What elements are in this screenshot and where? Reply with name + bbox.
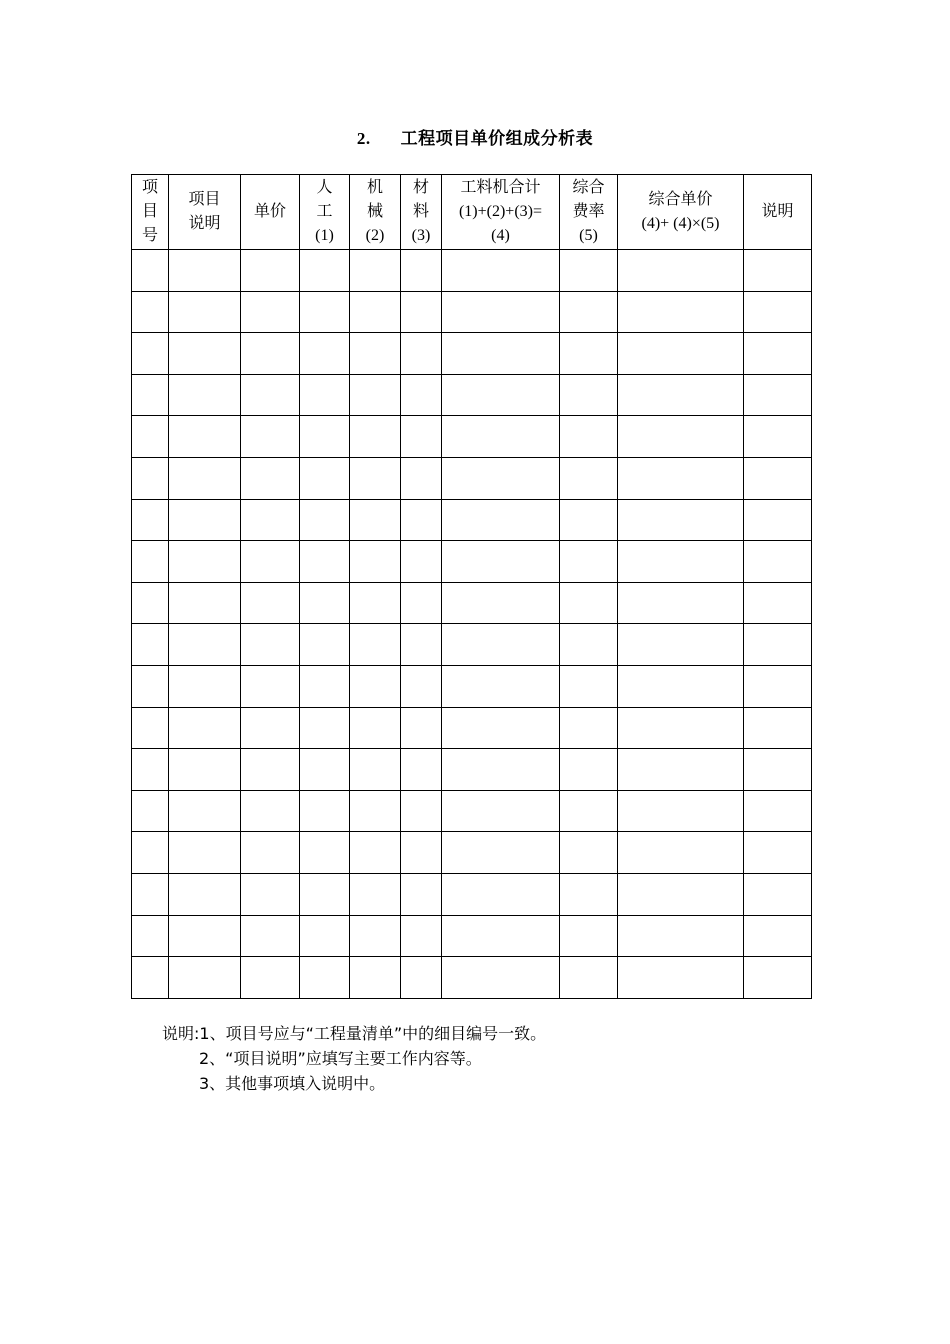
table-cell <box>401 624 442 666</box>
table-cell <box>350 832 401 874</box>
table-cell <box>169 374 241 416</box>
table-cell <box>560 250 618 292</box>
table-cell <box>241 915 300 957</box>
table-cell <box>350 582 401 624</box>
table-cell <box>350 665 401 707</box>
notes-section <box>162 1021 546 1096</box>
table-cell <box>169 873 241 915</box>
table-cell <box>401 457 442 499</box>
table-cell <box>744 499 812 541</box>
table-row <box>132 749 812 791</box>
table-cell <box>618 832 744 874</box>
table-cell <box>241 333 300 375</box>
table-cell <box>241 957 300 999</box>
table-cell <box>132 749 169 791</box>
table-cell <box>401 541 442 583</box>
table-row <box>132 499 812 541</box>
table-cell <box>560 499 618 541</box>
table-cell <box>401 832 442 874</box>
table-cell <box>618 457 744 499</box>
table-cell <box>618 374 744 416</box>
table-cell <box>442 582 560 624</box>
table-cell <box>300 790 350 832</box>
table-cell <box>442 915 560 957</box>
header-item-description: 项目 说明 <box>169 175 241 250</box>
table-cell <box>300 582 350 624</box>
table-cell <box>560 790 618 832</box>
table-cell <box>618 291 744 333</box>
table-cell <box>241 499 300 541</box>
table-cell <box>241 250 300 292</box>
table-cell <box>401 707 442 749</box>
table-cell <box>560 582 618 624</box>
table-cell <box>618 665 744 707</box>
table-cell <box>132 707 169 749</box>
table-cell <box>618 416 744 458</box>
table-cell <box>132 416 169 458</box>
table-cell <box>744 707 812 749</box>
table-row <box>132 957 812 999</box>
table-cell <box>169 790 241 832</box>
table-cell <box>132 624 169 666</box>
table-cell <box>300 624 350 666</box>
table-cell <box>300 457 350 499</box>
table-cell <box>169 250 241 292</box>
table-cell <box>442 416 560 458</box>
table-cell <box>241 790 300 832</box>
table-cell <box>618 582 744 624</box>
table-cell <box>401 873 442 915</box>
table-cell <box>169 291 241 333</box>
table-cell <box>401 915 442 957</box>
table-cell <box>241 707 300 749</box>
table-cell <box>350 873 401 915</box>
header-machinery: 机 械 (2) <box>350 175 401 250</box>
table-cell <box>560 291 618 333</box>
table-cell <box>132 457 169 499</box>
table-cell <box>169 499 241 541</box>
table-cell <box>169 333 241 375</box>
title-number: 2. <box>356 129 371 148</box>
table-cell <box>401 333 442 375</box>
table-cell <box>560 541 618 583</box>
table-cell <box>442 665 560 707</box>
table-cell <box>560 707 618 749</box>
table-cell <box>132 957 169 999</box>
table-cell <box>350 250 401 292</box>
header-subtotal: 工料机合计 (1)+(2)+(3)= (4) <box>442 175 560 250</box>
table-cell <box>442 457 560 499</box>
table-cell <box>744 915 812 957</box>
table-cell <box>442 291 560 333</box>
table-cell <box>300 665 350 707</box>
table-cell <box>618 749 744 791</box>
table-cell <box>442 832 560 874</box>
note-line-1: 说明:1、项目号应与“工程量清单”中的细目编号一致。 <box>162 1024 547 1043</box>
table-cell <box>744 957 812 999</box>
note-line-2: 2、“项目说明”应填写主要工作内容等。 <box>199 1049 482 1068</box>
table-row <box>132 832 812 874</box>
table-cell <box>169 582 241 624</box>
table-cell <box>241 624 300 666</box>
header-labor: 人 工 (1) <box>300 175 350 250</box>
table-row <box>132 250 812 292</box>
table-cell <box>132 873 169 915</box>
table-cell <box>241 374 300 416</box>
table-cell <box>300 250 350 292</box>
table-cell <box>169 541 241 583</box>
table-cell <box>401 374 442 416</box>
table-cell <box>401 291 442 333</box>
table-cell <box>350 624 401 666</box>
table-cell <box>442 749 560 791</box>
table-cell <box>350 499 401 541</box>
header-overhead-rate: 综合 费率 (5) <box>560 175 618 250</box>
table-cell <box>350 374 401 416</box>
table-cell <box>618 915 744 957</box>
table-cell <box>132 582 169 624</box>
table-cell <box>442 499 560 541</box>
table-cell <box>618 499 744 541</box>
table-cell <box>241 541 300 583</box>
table-cell <box>744 333 812 375</box>
table-cell <box>618 957 744 999</box>
table-cell <box>132 832 169 874</box>
table-cell <box>560 374 618 416</box>
table-cell <box>401 499 442 541</box>
table-cell <box>744 374 812 416</box>
table-cell <box>300 749 350 791</box>
table-cell <box>401 416 442 458</box>
table-cell <box>241 665 300 707</box>
table-cell <box>442 957 560 999</box>
table-cell <box>350 291 401 333</box>
table-cell <box>618 624 744 666</box>
table-cell <box>241 873 300 915</box>
table-cell <box>350 749 401 791</box>
table-body <box>132 250 812 999</box>
table-row <box>132 457 812 499</box>
table-cell <box>132 665 169 707</box>
table-cell <box>169 915 241 957</box>
table-cell <box>300 374 350 416</box>
table-cell <box>132 374 169 416</box>
table-cell <box>401 250 442 292</box>
table-row <box>132 582 812 624</box>
table-row <box>132 665 812 707</box>
table-cell <box>350 457 401 499</box>
table-cell <box>169 707 241 749</box>
table-cell <box>744 790 812 832</box>
table-cell <box>401 790 442 832</box>
table-cell <box>744 541 812 583</box>
header-composite-unit-price: 综合单价 (4)+ (4)×(5) <box>618 175 744 250</box>
table-cell <box>744 832 812 874</box>
table-cell <box>300 416 350 458</box>
table-cell <box>169 749 241 791</box>
table-cell <box>300 873 350 915</box>
table-cell <box>442 541 560 583</box>
table-cell <box>350 707 401 749</box>
table-row <box>132 333 812 375</box>
table-row <box>132 790 812 832</box>
table-cell <box>241 416 300 458</box>
table-cell <box>618 790 744 832</box>
table-cell <box>350 957 401 999</box>
table-cell <box>300 291 350 333</box>
table-cell <box>618 541 744 583</box>
table-cell <box>350 541 401 583</box>
table-cell <box>169 832 241 874</box>
table-cell <box>350 416 401 458</box>
table-cell <box>560 333 618 375</box>
table-cell <box>241 582 300 624</box>
table-cell <box>744 665 812 707</box>
table-row <box>132 624 812 666</box>
table-cell <box>401 665 442 707</box>
table-cell <box>401 957 442 999</box>
table-cell <box>442 707 560 749</box>
table-cell <box>300 957 350 999</box>
table-cell <box>169 624 241 666</box>
table-cell <box>618 873 744 915</box>
table-cell <box>560 624 618 666</box>
table-cell <box>350 333 401 375</box>
table-cell <box>350 915 401 957</box>
table-cell <box>618 707 744 749</box>
table-cell <box>560 416 618 458</box>
table-cell <box>442 333 560 375</box>
table-cell <box>744 873 812 915</box>
table-cell <box>560 832 618 874</box>
table-cell <box>442 624 560 666</box>
unit-price-analysis-table <box>131 174 812 999</box>
table-cell <box>132 541 169 583</box>
table-cell <box>401 749 442 791</box>
table-cell <box>132 499 169 541</box>
table-cell <box>560 457 618 499</box>
table-cell <box>300 915 350 957</box>
table-cell <box>560 749 618 791</box>
table-cell <box>300 499 350 541</box>
table-cell <box>744 749 812 791</box>
table-cell <box>300 333 350 375</box>
table-cell <box>560 957 618 999</box>
table-cell <box>132 915 169 957</box>
table-cell <box>442 250 560 292</box>
header-unit-price: 单价 <box>241 175 300 250</box>
table-cell <box>241 291 300 333</box>
table-cell <box>241 457 300 499</box>
table-cell <box>442 374 560 416</box>
table-cell <box>169 416 241 458</box>
header-materials: 材 料 (3) <box>401 175 442 250</box>
table-cell <box>618 250 744 292</box>
table-cell <box>132 291 169 333</box>
table-cell <box>132 250 169 292</box>
table-row <box>132 915 812 957</box>
table-cell <box>300 832 350 874</box>
table-cell <box>744 582 812 624</box>
table-cell <box>560 873 618 915</box>
table-row <box>132 416 812 458</box>
table-cell <box>132 790 169 832</box>
table-cell <box>560 915 618 957</box>
header-item-no: 项 目 号 <box>132 175 169 250</box>
table-cell <box>560 665 618 707</box>
table-cell <box>300 707 350 749</box>
table-cell <box>744 416 812 458</box>
table-cell <box>442 790 560 832</box>
table-row <box>132 707 812 749</box>
table-cell <box>169 957 241 999</box>
table-cell <box>350 790 401 832</box>
table-cell <box>401 582 442 624</box>
table-cell <box>744 250 812 292</box>
table-row <box>132 291 812 333</box>
table-cell <box>169 457 241 499</box>
table-cell <box>169 665 241 707</box>
table-cell <box>744 624 812 666</box>
table-row <box>132 873 812 915</box>
header-remarks: 说明 <box>744 175 812 250</box>
table-cell <box>300 541 350 583</box>
table-row <box>132 374 812 416</box>
table-header-row <box>132 175 812 250</box>
table-cell <box>132 333 169 375</box>
table-cell <box>241 832 300 874</box>
table-cell <box>618 333 744 375</box>
table-cell <box>744 291 812 333</box>
table-cell <box>744 457 812 499</box>
page-title <box>0 124 950 149</box>
note-line-3: 3、其他事项填入说明中。 <box>199 1074 386 1093</box>
table-cell <box>442 873 560 915</box>
title-text: 工程项目单价组成分析表 <box>400 129 594 149</box>
table-cell <box>241 749 300 791</box>
table-row <box>132 541 812 583</box>
